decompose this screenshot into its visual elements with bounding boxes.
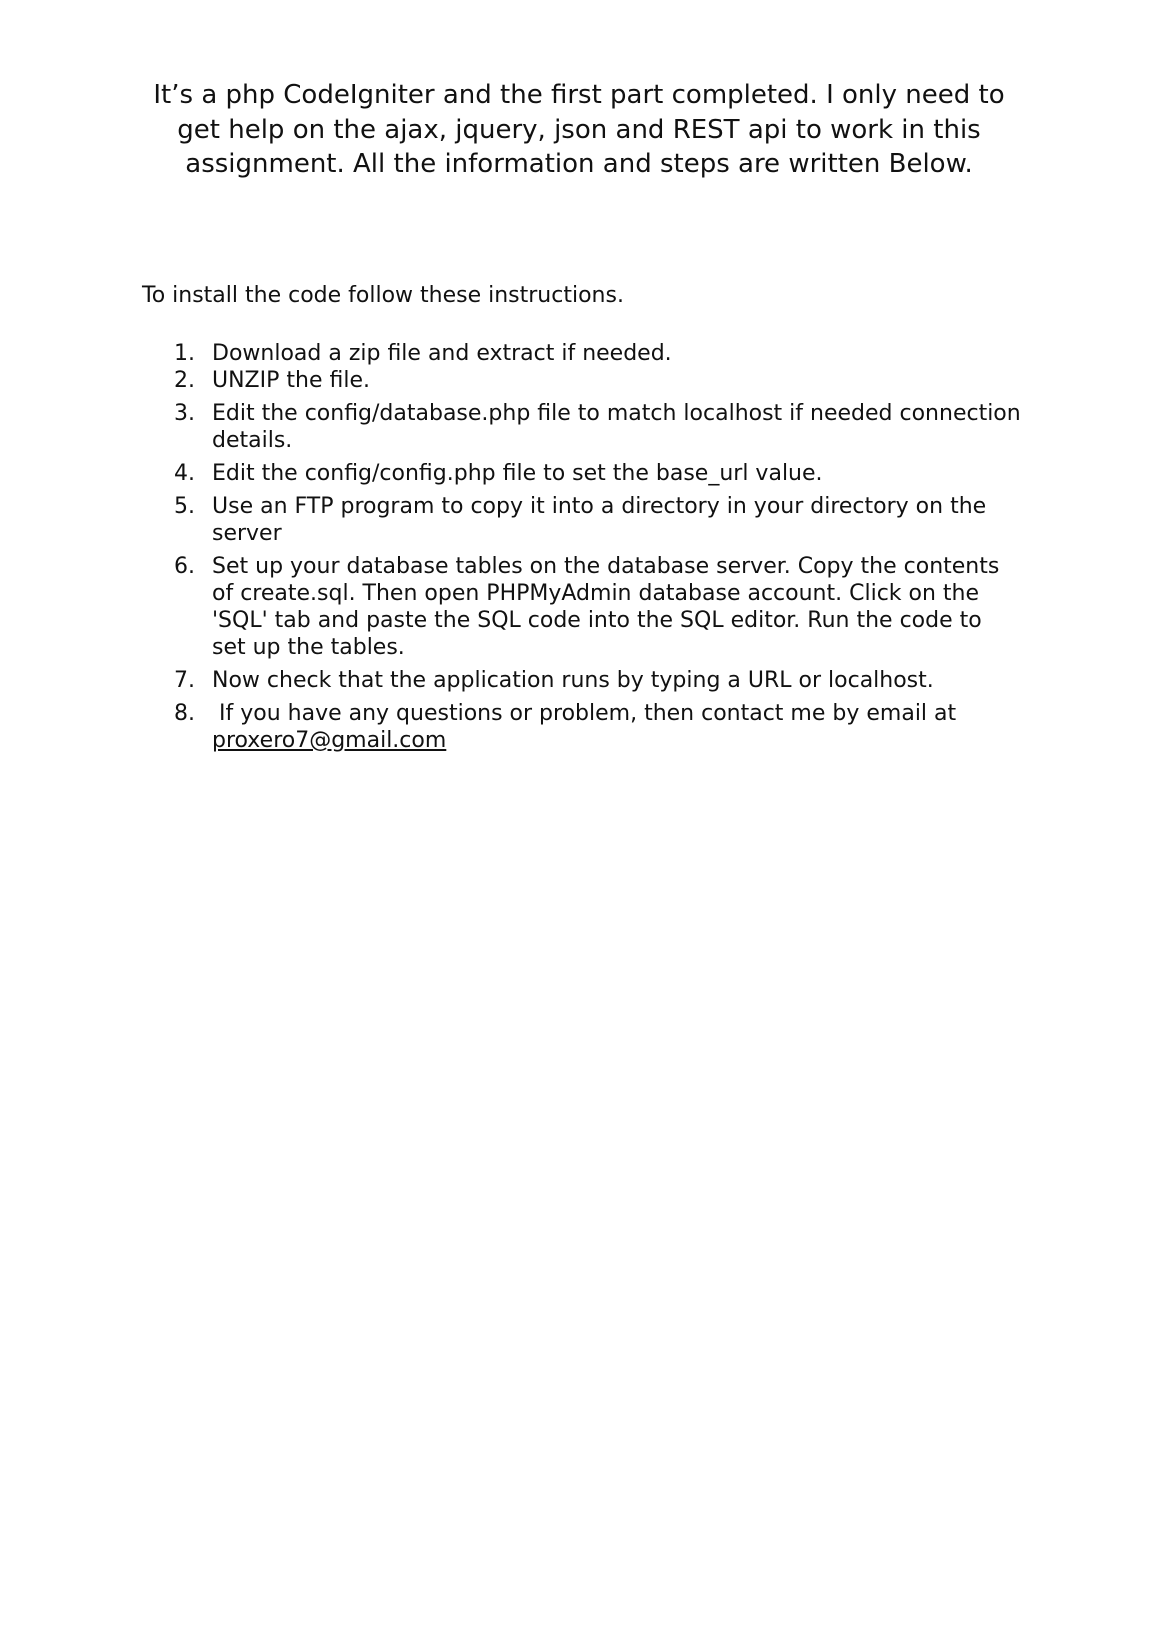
list-item	[142, 700, 1022, 754]
step-number: 7.	[174, 668, 195, 693]
step-number: 6.	[174, 554, 195, 579]
step-number: 1.	[174, 341, 195, 366]
list-item	[142, 400, 1022, 454]
list-item	[142, 367, 1022, 394]
list-item	[142, 553, 1022, 661]
contact-email-link[interactable]: proxero7@gmail.com	[212, 728, 447, 753]
step-text: Set up your database tables on the database server. Copy the contents of create.sql. Then open PHPMyAdmin database account. Click on the 'SQL' tab and paste the SQL code into the SQL editor. Run the code to set up the tables.	[212, 554, 1000, 660]
step-text: Use an FTP program to copy it into a directory in your directory on the server	[212, 494, 987, 546]
step-number: 5.	[174, 494, 195, 519]
step-text: Now check that the application runs by typing a URL or localhost.	[212, 668, 934, 693]
page-heading: It’s a php CodeIgniter and the first part completed. I only need to get help on the ajax, jquery, json and REST api to work in this assignment. All the information and steps are written Below.	[153, 80, 1005, 179]
list-item	[142, 460, 1022, 487]
step-number: 3.	[174, 401, 195, 426]
step-number: 2.	[174, 368, 195, 393]
step-text: Edit the config/config.php file to set the base_url value.	[212, 461, 823, 486]
list-item	[142, 667, 1022, 694]
list-item	[142, 493, 1022, 547]
step-number: 4.	[174, 461, 195, 486]
list-item	[142, 340, 1022, 367]
install-intro: To install the code follow these instructions.	[142, 283, 624, 308]
step-text: If you have any questions or problem, then contact me by email at	[212, 701, 957, 726]
step-number: 8.	[174, 701, 195, 726]
step-text: UNZIP the file.	[212, 368, 370, 393]
install-steps-list	[142, 340, 1022, 760]
step-text: Download a zip file and extract if needed.	[212, 341, 672, 366]
step-text: Edit the config/database.php file to match localhost if needed connection details.	[212, 401, 1021, 453]
